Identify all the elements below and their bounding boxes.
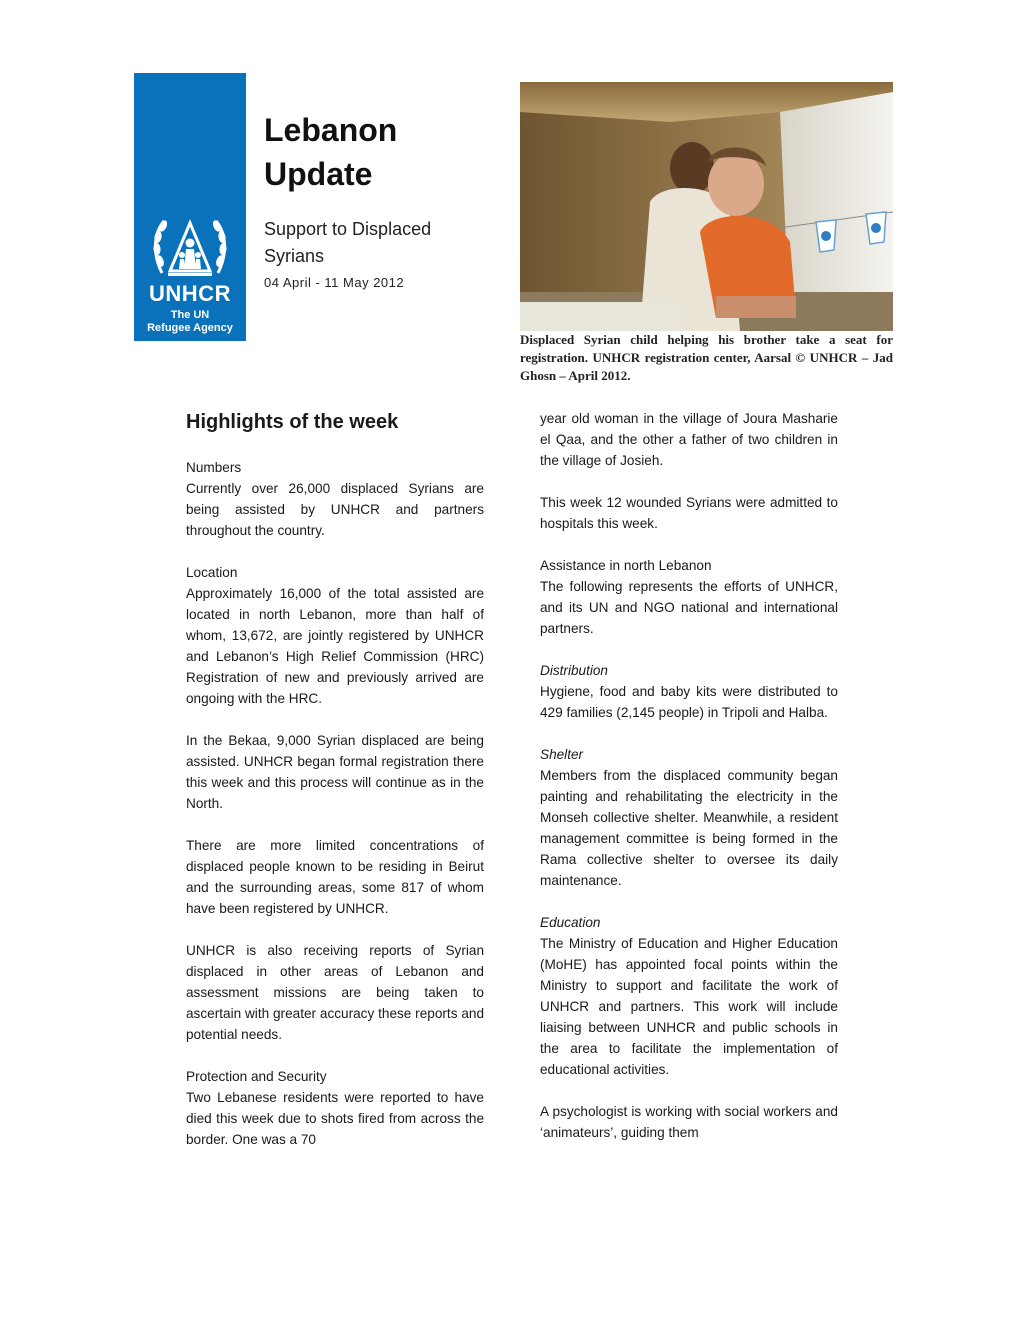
page-subtitle [264, 216, 494, 270]
protection-paragraph-continued: year old woman in the village of Joura Masharie el Qaa, and the other a father of two children in the village of Josieh. [540, 411, 838, 468]
subtitle-line: Support to Displaced [264, 219, 432, 239]
education-paragraph: The Ministry of Education and Higher Education (MoHE) has appointed focal points within the Ministry to support and facilitate the work of UNHCR and partners. This work will include liaising between UNHCR and public schools in the area to facilitate the implementation of educational activities. [540, 936, 838, 1077]
numbers-paragraph: Currently over 26,000 displaced Syrians are being assisted by UNHCR and partners throughout the country. [186, 481, 484, 538]
report-date: 04 April - 11 May 2012 [264, 275, 405, 290]
bekaa-paragraph: In the Bekaa, 9,000 Syrian displaced are being assisted. UNHCR began formal registration there this week and this process will continue as in the North. [186, 733, 484, 811]
logo-tagline: Refugee Agency [147, 322, 233, 334]
wounded-paragraph: This week 12 wounded Syrians were admitted to hospitals this week. [540, 495, 838, 531]
distribution-paragraph: Hygiene, food and baby kits were distributed to 429 families (2,145 people) in Tripoli and Halba. [540, 684, 838, 720]
section-heading-assistance: Assistance in north Lebanon [540, 558, 712, 573]
location-paragraph: Approximately 16,000 of the total assisted are located in north Lebanon, more than half of whom, 13,672, are jointly registered by UNHCR and Lebanon’s High Relief Commission (HRC) Registration of new and previously arrived are ongoing with the HRC. [186, 586, 484, 706]
shelter-paragraph: Members from the displaced community began painting and rehabilitating the electricity in the Monseh collective shelter. Meanwhile, a resident management committee is being formed in the Rama collective shelter to oversee its daily maintenance. [540, 768, 838, 888]
section-heading-shelter: Shelter [540, 747, 584, 762]
beirut-paragraph: There are more limited concentrations of displaced people known to be residing in Beirut and the surrounding areas, some 817 of whom have been registered by UNHCR. [186, 838, 484, 916]
protection-paragraph: Two Lebanese residents were reported to have died this week due to shots fired from across the border. One was a 70 [186, 1090, 484, 1147]
left-column [186, 408, 484, 1171]
title-line: Lebanon [264, 112, 398, 148]
subtitle-line: Syrians [264, 246, 325, 266]
photo-children-registration [520, 82, 893, 331]
assistance-paragraph: The following represents the efforts of UNHCR, and its UN and NGO national and international partners. [540, 579, 838, 636]
reports-paragraph: UNHCR is also receiving reports of Syrian displaced in other areas of Lebanon and assessment missions are being taken to ascertain with greater accuracy these reports and potential needs. [186, 943, 484, 1042]
unhcr-logo [134, 73, 246, 341]
photo-caption: Displaced Syrian child helping his brother take a seat for registration. UNHCR registration center, Aarsal © UNHCR – Jad Ghosn – April 2012. [520, 332, 893, 383]
logo-name: UNHCR [149, 281, 231, 306]
section-heading-protection: Protection and Security [186, 1069, 327, 1084]
section-heading-distribution: Distribution [540, 663, 608, 678]
title-line: Update [264, 156, 373, 192]
page-title [264, 108, 494, 196]
highlights-heading: Highlights of the week [186, 411, 399, 433]
psychologist-paragraph: A psychologist is working with social workers and ‘animateurs’, guiding them [540, 1104, 838, 1140]
section-heading-education: Education [540, 915, 601, 930]
unhcr-emblem-icon [148, 213, 232, 281]
section-heading-numbers: Numbers [186, 460, 242, 475]
logo-tagline: The UN [170, 309, 210, 321]
right-column [540, 408, 838, 1164]
photo-illustration [520, 82, 893, 331]
section-heading-location: Location [186, 565, 238, 580]
